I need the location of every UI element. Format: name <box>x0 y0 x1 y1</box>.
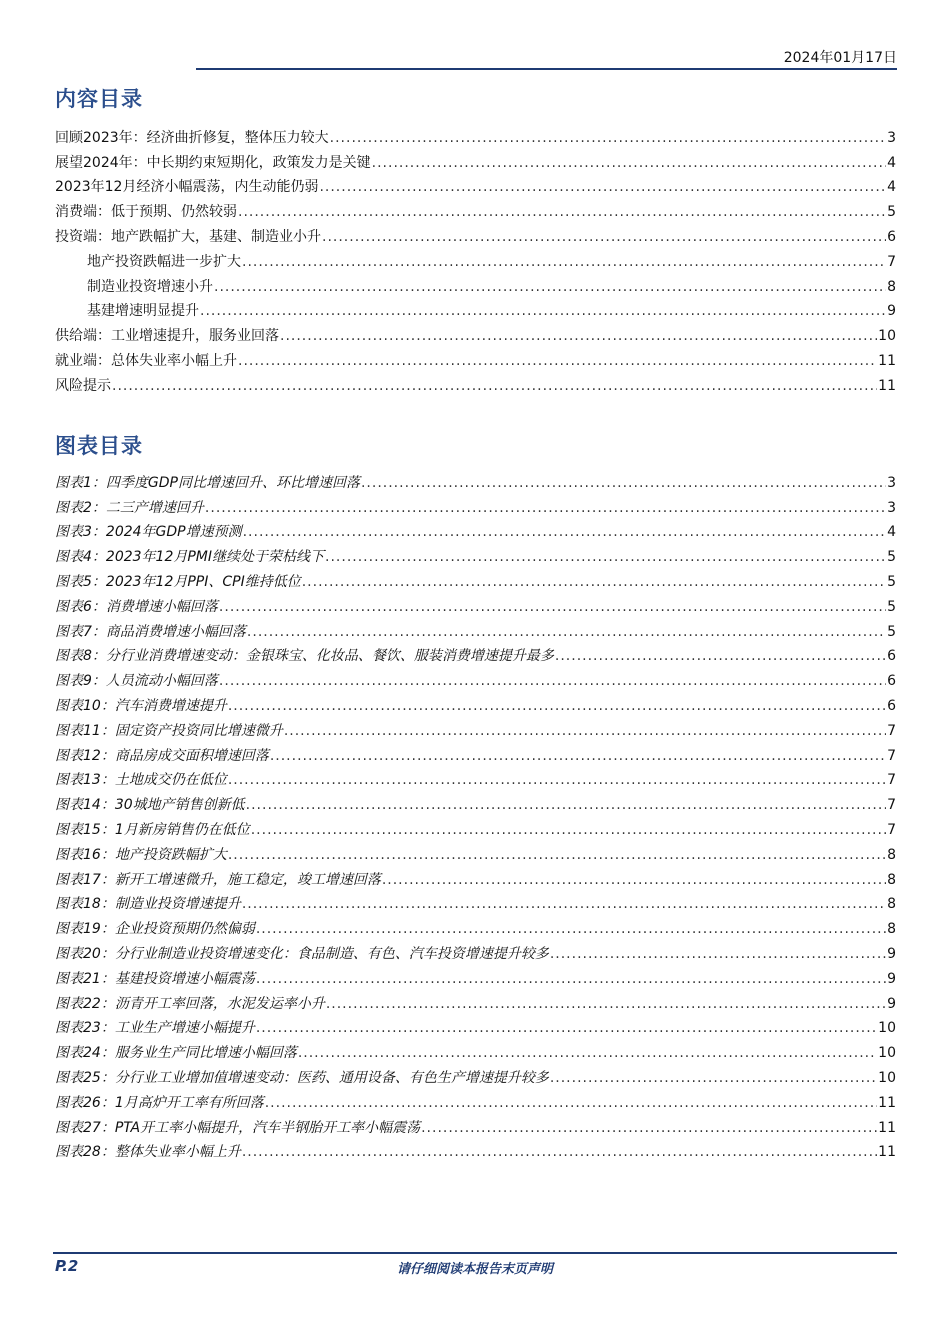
figure-entry[interactable] <box>55 492 896 517</box>
figure-entry-page: 5 <box>887 573 896 590</box>
footer-divider <box>53 1252 897 1254</box>
figure-entry[interactable] <box>55 938 896 963</box>
leader-dots <box>325 548 886 566</box>
figure-entry[interactable] <box>55 616 896 641</box>
toc-entry-page: 3 <box>887 129 896 146</box>
figure-entry[interactable] <box>55 988 896 1013</box>
toc-entry-page: 4 <box>887 154 896 171</box>
figure-entry[interactable] <box>55 1013 896 1038</box>
figure-entry-page: 7 <box>887 772 896 789</box>
leader-dots <box>238 352 877 370</box>
figure-entry-label: 图表19：企业投资预期仍然偏弱 <box>55 921 255 938</box>
figure-entry[interactable] <box>55 566 896 591</box>
leader-dots <box>421 1119 877 1137</box>
leader-dots <box>330 129 886 147</box>
figure-entry[interactable] <box>55 963 896 988</box>
figure-entry-page: 8 <box>887 896 896 913</box>
figure-entry-label: 图表8：分行业消费增速变动：金银珠宝、化妆品、餐饮、服装消费增速提升最多 <box>55 648 554 665</box>
figure-entry[interactable] <box>55 1062 896 1087</box>
figure-entry-page: 7 <box>887 821 896 838</box>
figure-entry[interactable] <box>55 467 896 492</box>
toc-entry-page: 11 <box>878 377 896 394</box>
figure-entry-label: 图表15：1月新房销售仍在低位 <box>55 821 250 838</box>
figure-entry[interactable] <box>55 765 896 790</box>
leader-dots <box>243 523 886 541</box>
figure-entry[interactable] <box>55 839 896 864</box>
disclaimer-notice: 请仔细阅读本报告末页声明 <box>396 1262 553 1277</box>
figure-entry[interactable] <box>55 715 896 740</box>
figure-entry-page: 11 <box>878 1094 896 1111</box>
leader-dots <box>205 499 886 517</box>
figure-entry-label: 图表1：四季度GDP同比增速回升、环比增速回落 <box>55 474 360 491</box>
leader-dots <box>228 771 886 789</box>
figure-entry-page: 7 <box>887 797 896 814</box>
figure-entry-page: 8 <box>887 846 896 863</box>
leader-dots <box>372 154 886 172</box>
figure-entry[interactable] <box>55 690 896 715</box>
leader-dots <box>242 253 886 271</box>
toc-entry[interactable] <box>55 221 896 246</box>
toc-entry-page: 10 <box>878 328 896 345</box>
figure-entry-page: 5 <box>887 598 896 615</box>
figure-entry-page: 8 <box>887 871 896 888</box>
leader-dots <box>298 1044 877 1062</box>
figure-entry[interactable] <box>55 889 896 914</box>
figure-entry[interactable] <box>55 789 896 814</box>
leader-dots <box>256 1019 877 1037</box>
leader-dots <box>112 377 877 395</box>
figure-entry[interactable] <box>55 541 896 566</box>
toc-entry-label: 风险提示 <box>55 377 111 394</box>
figure-entry-label: 图表10：汽车消费增速提升 <box>55 697 227 714</box>
figure-entry-label: 图表9：人员流动小幅回落 <box>55 673 218 690</box>
figure-entry-page: 7 <box>887 722 896 739</box>
figures-heading: 图表目录 <box>55 434 143 458</box>
toc-entry-label: 地产投资跌幅进一步扩大 <box>87 253 241 270</box>
figure-entry-label: 图表11：固定资产投资同比增速微升 <box>55 722 283 739</box>
figure-entry[interactable] <box>55 864 896 889</box>
toc-entry-page: 8 <box>887 278 896 295</box>
figure-entry[interactable] <box>55 814 896 839</box>
figure-entry-label: 图表20：分行业制造业投资增速变化：食品制造、有色、汽车投资增速提升较多 <box>55 945 549 962</box>
toc-entry-label: 供给端：工业增速提升，服务业回落 <box>55 328 279 345</box>
figure-entry-page: 6 <box>887 648 896 665</box>
figure-entry-label: 图表25：分行业工业增加值增速变动：医药、通用设备、有色生产增速提升较多 <box>55 1069 549 1086</box>
toc-entry-page: 9 <box>887 303 896 320</box>
leader-dots <box>256 920 886 938</box>
toc-entry-page: 7 <box>887 253 896 270</box>
leader-dots <box>200 302 886 320</box>
figure-entry-label: 图表21：基建投资增速小幅震荡 <box>55 970 255 987</box>
figure-entry-page: 8 <box>887 921 896 938</box>
toc-entry[interactable] <box>55 320 896 345</box>
figure-entry-page: 10 <box>878 1069 896 1086</box>
toc-entry-label: 消费端：低于预期、仍然较弱 <box>55 204 237 221</box>
figure-entry-page: 11 <box>878 1144 896 1161</box>
figure-entry-label: 图表23：工业生产增速小幅提升 <box>55 1020 255 1037</box>
figure-entry-page: 5 <box>887 549 896 566</box>
toc-entry-label: 展望2024年：中长期约束短期化，政策发力是关键 <box>55 154 371 171</box>
toc-subentry[interactable] <box>55 296 896 321</box>
leader-dots <box>228 846 886 864</box>
figure-entry[interactable] <box>55 1087 896 1112</box>
figure-entry-label: 图表13：土地成交仍在低位 <box>55 772 227 789</box>
figure-entry[interactable] <box>55 913 896 938</box>
leader-dots <box>246 796 886 814</box>
leader-dots <box>251 821 886 839</box>
toc-entry-label: 2023年12月经济小幅震荡，内生动能仍弱 <box>55 179 319 196</box>
report-date: 2024年01月17日 <box>783 50 897 66</box>
leader-dots <box>550 945 886 963</box>
figure-entry-page: 5 <box>887 623 896 640</box>
toc-entry-page: 6 <box>887 228 896 245</box>
toc-entry-label: 就业端：总体失业率小幅上升 <box>55 352 237 369</box>
page-number: P.2 <box>55 1257 79 1275</box>
figure-entry-label: 图表12：商品房成交面积增速回落 <box>55 747 269 764</box>
leader-dots <box>242 1143 877 1161</box>
figure-entry-page: 6 <box>887 697 896 714</box>
leader-dots <box>265 1094 877 1112</box>
figure-entry[interactable] <box>55 641 896 666</box>
figure-entry-label: 图表3：2024年GDP增速预测 <box>55 524 242 541</box>
toc-entry[interactable] <box>55 370 896 395</box>
toc-entry-page: 4 <box>887 179 896 196</box>
figure-entry[interactable] <box>55 1037 896 1062</box>
leader-dots <box>322 228 886 246</box>
toc-subentry[interactable] <box>55 246 896 271</box>
figure-entry[interactable] <box>55 1137 896 1162</box>
toc-entry[interactable] <box>55 122 896 147</box>
leader-dots <box>214 278 886 296</box>
toc-entry[interactable] <box>55 172 896 197</box>
contents-heading: 内容目录 <box>55 87 143 111</box>
leader-dots <box>302 573 886 591</box>
leader-dots <box>382 871 886 889</box>
toc-entry-page: 5 <box>887 204 896 221</box>
figure-entry-label: 图表4：2023年12月PMI继续处于荣枯线下 <box>55 549 325 566</box>
figure-entry-label: 图表6：消费增速小幅回落 <box>55 598 218 615</box>
figure-entry-page: 7 <box>887 747 896 764</box>
figure-entry-page: 11 <box>878 1119 896 1136</box>
leader-dots <box>219 598 886 616</box>
contents-list <box>55 122 896 395</box>
figure-entry-page: 10 <box>878 1045 896 1062</box>
leader-dots <box>555 647 886 665</box>
leader-dots <box>238 203 886 221</box>
figure-entry-label: 图表27：PTA开工率小幅提升，汽车半钢胎开工率小幅震荡 <box>55 1119 421 1136</box>
figure-entry[interactable] <box>55 665 896 690</box>
figure-entry[interactable] <box>55 740 896 765</box>
figure-entry[interactable] <box>55 1112 896 1137</box>
toc-entry[interactable] <box>55 196 896 221</box>
figure-entry[interactable] <box>55 517 896 542</box>
leader-dots <box>219 672 886 690</box>
figure-entry-page: 3 <box>887 474 896 491</box>
toc-entry-label: 回顾2023年：经济曲折修复，整体压力较大 <box>55 129 329 146</box>
figure-entry-page: 9 <box>887 945 896 962</box>
leader-dots <box>326 995 886 1013</box>
figure-entry-label: 图表7：商品消费增速小幅回落 <box>55 623 246 640</box>
figure-entry-page: 10 <box>878 1020 896 1037</box>
leader-dots <box>247 623 886 641</box>
figure-entry-page: 9 <box>887 995 896 1012</box>
leader-dots <box>280 327 877 345</box>
toc-subentry[interactable] <box>55 271 896 296</box>
figure-entry-label: 图表26：1月高炉开工率有所回落 <box>55 1094 264 1111</box>
toc-entry-label: 基建增速明显提升 <box>87 303 199 320</box>
leader-dots <box>228 697 886 715</box>
leader-dots <box>284 722 886 740</box>
figure-entry-label: 图表16：地产投资跌幅扩大 <box>55 846 227 863</box>
leader-dots <box>242 895 886 913</box>
leader-dots <box>270 747 886 765</box>
figure-entry-page: 4 <box>887 524 896 541</box>
leader-dots <box>256 970 886 988</box>
figure-entry-page: 3 <box>887 499 896 516</box>
toc-entry-label: 投资端：地产跌幅扩大，基建、制造业小升 <box>55 228 321 245</box>
toc-entry[interactable] <box>55 147 896 172</box>
figure-entry-label: 图表5：2023年12月PPI、CPI维持低位 <box>55 573 301 590</box>
figure-entry-label: 图表17：新开工增速微升，施工稳定，竣工增速回落 <box>55 871 381 888</box>
figures-list <box>55 467 896 1161</box>
leader-dots <box>319 178 886 196</box>
figure-entry-label: 图表24：服务业生产同比增速小幅回落 <box>55 1045 297 1062</box>
toc-entry[interactable] <box>55 345 896 370</box>
toc-entry-page: 11 <box>878 352 896 369</box>
figure-entry-page: 6 <box>887 673 896 690</box>
figure-entry-page: 9 <box>887 970 896 987</box>
figure-entry-label: 图表2：二三产增速回升 <box>55 499 204 516</box>
figure-entry-label: 图表28：整体失业率小幅上升 <box>55 1144 241 1161</box>
figure-entry-label: 图表14：30城地产销售创新低 <box>55 797 245 814</box>
figure-entry[interactable] <box>55 591 896 616</box>
figure-entry-label: 图表18：制造业投资增速提升 <box>55 896 241 913</box>
toc-entry-label: 制造业投资增速小升 <box>87 278 213 295</box>
header-divider <box>196 68 897 70</box>
leader-dots <box>361 474 886 492</box>
leader-dots <box>550 1069 877 1087</box>
figure-entry-label: 图表22：沥青开工率回落，水泥发运率小升 <box>55 995 325 1012</box>
